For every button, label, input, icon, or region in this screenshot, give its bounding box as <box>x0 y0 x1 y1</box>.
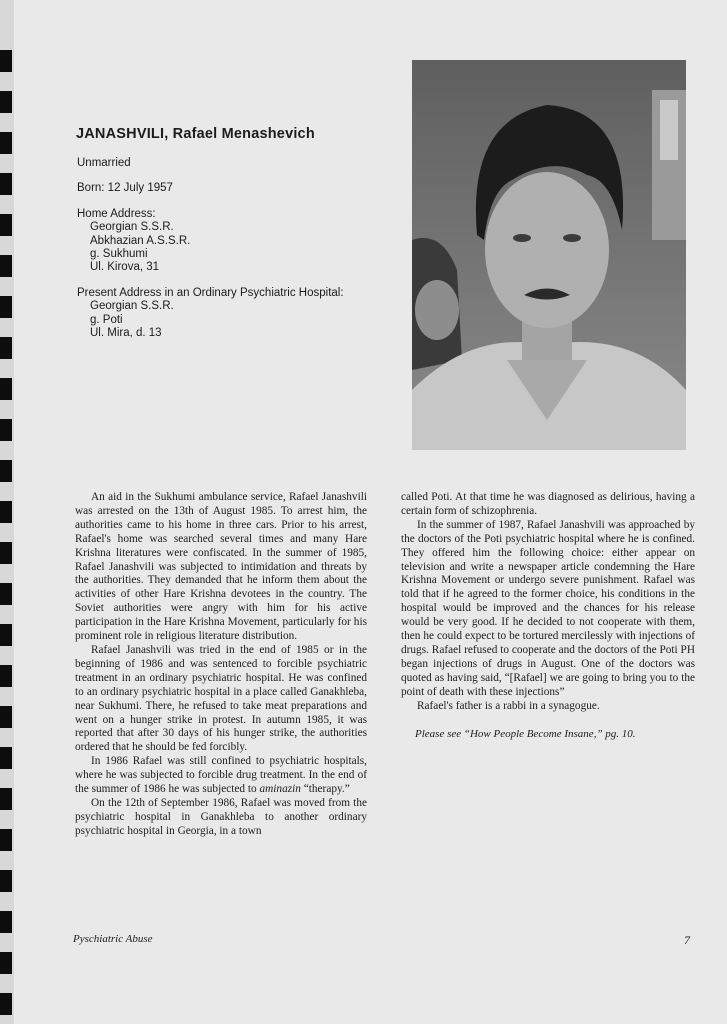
binding-tab <box>0 337 12 359</box>
binding-tab <box>0 706 12 728</box>
article-column-right <box>401 491 695 741</box>
article-paragraph: In the summer of 1987, Rafael Janashvili was approached by the doctors of the Poti psychiatric hospital where he is confined. They offered him the following choice: either appear on television and write a newspaper article condemning the Hare Krishna Movement or undergo severe punishment. Rafael was told that if he agreed to the former choice, his conditions in the hospital would be improved and the chances for his release would be very good. If he decided to not cooperate with them, then he could expect to be tortured mercilessly with injections of drugs. Rafael refused to cooperate and the doctors of the Poti PH began injections of drugs in August. One of the doctors was quoted as having said, “[Rafael] we are going to bring you to the point of death with these injections” <box>401 518 695 698</box>
drug-suffix: “therapy.” <box>300 783 350 796</box>
home-address-line: Abkhazian A.S.S.R. <box>90 234 191 247</box>
present-address <box>77 287 377 341</box>
binding-tab <box>0 378 12 400</box>
binding-tab <box>0 583 12 605</box>
portrait-illustration <box>412 60 686 450</box>
binding-tab <box>0 460 12 482</box>
article-paragraph: On the 12th of September 1986, Rafael was moved from the psychiatric hospital in Ganakhleba to another ordinary psychiatric hospital in Georgia, in a town <box>75 796 367 837</box>
binding-tab <box>0 542 12 564</box>
binding-tab <box>0 501 12 523</box>
home-address <box>77 208 377 275</box>
footer-publication: Pyschiatric Abuse <box>73 933 153 945</box>
birth-date: Born: 12 July 1957 <box>77 182 173 195</box>
present-address-line: Ul. Mira, d. 13 <box>90 327 162 340</box>
article-column-left <box>75 491 367 839</box>
person-name-heading: JANASHVILI, Rafael Menashevich <box>76 126 315 142</box>
spiral-binding <box>0 0 14 1024</box>
binding-tab <box>0 952 12 974</box>
home-address-line: g. Sukhumi <box>90 248 148 261</box>
page-number: 7 <box>684 933 690 947</box>
binding-tab <box>0 173 12 195</box>
cross-reference-note: Please see “How People Become Insane,” pg. 10. <box>415 727 636 740</box>
home-address-line: Georgian S.S.R. <box>90 221 174 234</box>
binding-tab <box>0 993 12 1015</box>
portrait-photo <box>412 60 686 450</box>
binding-tab <box>0 788 12 810</box>
binding-tab <box>0 296 12 318</box>
binding-tab <box>0 829 12 851</box>
binding-tab <box>0 255 12 277</box>
binding-tab <box>0 132 12 154</box>
binding-tab <box>0 665 12 687</box>
article-paragraph: called Poti. At that time he was diagnosed as delirious, having a certain form of schizophrenia. <box>401 491 695 517</box>
home-address-line: Ul. Kirova, 31 <box>90 261 160 274</box>
binding-tab <box>0 50 12 72</box>
binding-tab <box>0 214 12 236</box>
marital-status: Unmarried <box>77 157 131 169</box>
binding-tab <box>0 911 12 933</box>
drug-name: aminazin <box>259 783 301 796</box>
article-paragraph: Rafael Janashvili was tried in the end of 1985 or in the beginning of 1986 and was sentenced to forcible psychiatric treatment in an ordinary psychiatric hospital. He was confined to an ordinary psychiatric hospital in a place called Ganakhleba, near Sukhumi. There, he refused to take meat preparations and went on a hunger strike in protest. In autumn 1985, it was reported that after 30 days of his hunger strike, the authorities ordered that he should be fed forcibly. <box>75 643 367 754</box>
binding-tab <box>0 870 12 892</box>
article-paragraph: Rafael's father is a rabbi in a synagogue. <box>417 699 600 712</box>
present-address-line: Georgian S.S.R. <box>90 300 174 313</box>
article-paragraph <box>75 755 367 797</box>
home-address-label: Home Address: <box>77 207 156 220</box>
present-address-label: Present Address in an Ordinary Psychiatric Hospital: <box>77 286 344 299</box>
present-address-line: g. Poti <box>90 313 123 326</box>
binding-tab <box>0 747 12 769</box>
binding-tab <box>0 419 12 441</box>
paragraph-text: In 1986 Rafael was still confined to psychiatric hospitals, where he was subjected to forcible drug treatment. In the end of the summer of 1986 he was subjected to <box>75 755 367 796</box>
binding-tab <box>0 624 12 646</box>
personal-info-block <box>77 157 377 352</box>
article-paragraph: An aid in the Sukhumi ambulance service, Rafael Janashvili was arrested on the 13th of August 1985. To arrest him, the authorities came to his home in three cars. Prior to his arrest, Rafael's home was searched several times and many Hare Krishna literatures were confiscated. In the summer of 1985, Rafael Janashvili was subjected to intimidation and threats by the authorities. They demanded that he inform them about the activities of other Hare Krishna devotees in the country. The Soviet authorities were angry with him for his active participation in the Hare Krishna Movement, particularly for his prominent role in religious literature distribution. <box>75 491 367 643</box>
binding-tab <box>0 91 12 113</box>
